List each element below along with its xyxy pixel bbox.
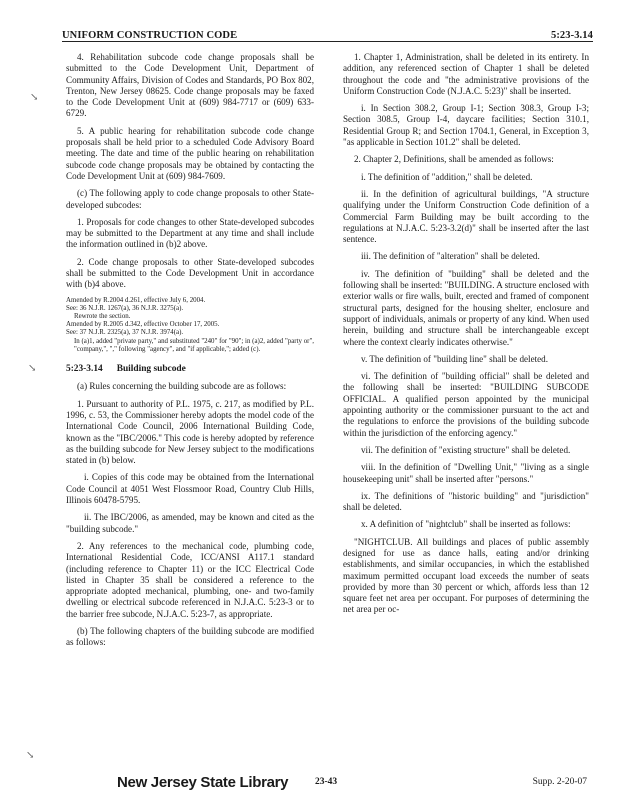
history-note <box>66 297 314 354</box>
paragraph: "NIGHTCLUB. All buildings and places of public assembly designed for use as dance halls, eating and/or drinking establishments, and similar occupancies, in which the established maximum permitted occupant load exceeds the number of seats provided by more than 30 percent or which, affords less than 12 square feet net area per occupant. For purposes of determining the net area per oc- <box>343 536 589 615</box>
section-number: 5:23-3.14 <box>66 364 103 375</box>
header-section: 5:23-3.14 <box>550 30 593 41</box>
margin-mark: ↘ <box>30 92 39 103</box>
paragraph: 1. Proposals for code changes to other State-developed subcodes may be submitted to the Department at any time and shall include the information outlined in (b)2 above. <box>66 216 314 250</box>
section-heading <box>66 364 314 375</box>
supplement-date: Supp. 2-20-07 <box>532 777 587 787</box>
paragraph: 2. Code change proposals to other State-developed subcodes shall be submitted to the Code Development Unit in accordance with (b)4 above. <box>66 256 314 290</box>
history-line: Amended by R.2004 d.261, effective July 6, 2004. <box>66 296 206 304</box>
page-footer <box>62 774 593 794</box>
paragraph: vi. The definition of "building official" shall be deleted and the following shall be inserted: "BUILDING SUBCODE OFFICIAL. A qualified person appointed by the municipal appointing authority or the commissioner pursuant to the act and the regulations to enforce the provisions of the building subcode within the jurisdiction of the enforcing agency." <box>343 371 589 438</box>
paragraph: 2. Chapter 2, Definitions, shall be amended as follows: <box>354 154 554 165</box>
history-line: See: 37 N.J.R. 2325(a), 37 N.J.R. 3974(a). <box>66 329 184 337</box>
paragraph: (a) Rules concerning the building subcode are as follows: <box>77 381 287 392</box>
paragraph: i. Copies of this code may be obtained from the International Code Council at 4051 West Flossmoor Road, Country Club Hills, Illinois 60478-5795. <box>66 472 314 506</box>
header-title: UNIFORM CONSTRUCTION CODE <box>62 30 238 41</box>
history-line: Amended by R.2005 d.342, effective October 17, 2005. <box>66 321 220 329</box>
margin-mark: ↘ <box>26 750 35 761</box>
paragraph: ii. In the definition of agricultural buildings, "A structure qualifying under the Uniform Construction Code definition of a Commercial Farm Building may be built according to the regulations at N.J.A.C. 5:23-3.2(d)" shall be inserted after the last sentence. <box>343 188 589 245</box>
running-header <box>62 24 593 42</box>
paragraph: iii. The definition of "alteration" shall be deleted. <box>361 251 540 262</box>
paragraph: vii. The definition of "existing structure" shall be deleted. <box>361 444 571 455</box>
history-line: Rewrote the section. <box>74 313 131 321</box>
paragraph: ix. The definitions of "historic building" and "jurisdiction" shall be deleted. <box>343 490 589 513</box>
paragraph: i. The definition of "addition," shall be deleted. <box>361 171 533 182</box>
paragraph: (c) The following apply to code change proposals to other State-developed subcodes: <box>66 188 314 210</box>
paragraph: (b) The following chapters of the building subcode are modified as follows: <box>66 626 314 648</box>
page-number: 23-43 <box>315 777 338 787</box>
paragraph: 1. Pursuant to authority of P.L. 1975, c. 217, as modified by P.L. 1996, c. 53, the Commissioner hereby adopts the model code of the International Code Council, 2006 International Building Code, known as the "IBC/2006." This code is hereby adopted by reference as the building subcode for New Jersey subject to the modifications stated in (b) below. <box>66 398 314 466</box>
paragraph: ii. The IBC/2006, as amended, may be known and cited as the "building subcode." <box>66 512 314 534</box>
paragraph: x. A definition of "nightclub" shall be inserted as follows: <box>361 519 571 530</box>
paragraph: viii. In the definition of "Dwelling Unit," "living as a single housekeeping unit" shall be inserted after "persons." <box>343 462 589 484</box>
paragraph: iv. The definition of "building" shall be deleted and the following shall be inserted: "BUILDING. A structure enclosed with exterior walls or fire walls, built, erected and framed of component structural parts, designed for the housing shelter, enclosure and support of individuals, animals or property of any kind. When used herein, building and structure shall be interchangeable except where the context clearly indicates otherwise." <box>343 268 589 347</box>
library-stamp: New Jersey State Library <box>117 774 289 791</box>
paragraph: 2. Any references to the mechanical code, plumbing code, International Residential Code, ICC/ANSI A117.1 standard (including reference to Chapter 11) or the ICC Electrical Code listed in Chapter 35 shall be considered a reference to the appropriate adopted mechanical, plumbing, one- and two-family dwelling or electrical subcode referenced in N.J.A.C. 5:23-3 or to the barrier free subcode, N.J.A.C. 5:23-7, as appropriate. <box>66 540 314 619</box>
history-line: See: 36 N.J.R. 1267(a), 36 N.J.R. 3275(a). <box>66 304 184 312</box>
paragraph: i. In Section 308.2, Group I-1; Section 308.3, Group I-3; Section 308.5, Group I-4, daycare facilities; Section 310.1, Residential Group R; and Section 1704.1, General, in Exception 3, "as applicable in Section 101.2" shall be deleted. <box>343 103 589 148</box>
paragraph: v. The definition of "building line" shall be deleted. <box>361 353 548 364</box>
paragraph: 1. Chapter 1, Administration, shall be deleted in its entirety. In addition, any referenced section of Chapter 1 shall be deleted throughout the code and "the administrative provisions of the Uniform Construction Code (N.J.A.C. 5:23)" shall be inserted. <box>343 52 589 96</box>
history-line: In (a)1, added "private party," and substituted "240" for "90"; in (a)2, added "party or", "company,", "," following "agency", and "if applicable,"; added (c). <box>74 337 314 353</box>
left-column <box>66 52 314 655</box>
right-column <box>343 52 589 622</box>
paragraph: 5. A public hearing for rehabilitation subcode code change proposals shall be held prior to a scheduled Code Advisory Board meeting. The date and time of the public hearing on rehabilitation subcode code change proposals may be obtained by contacting the Code Development Unit at (609) 984-7609. <box>66 125 314 181</box>
margin-mark: ↘ <box>28 363 37 374</box>
paragraph: 4. Rehabilitation subcode code change proposals shall be submitted to the Code Development Unit, Department of Community Affairs, Division of Codes and Standards, PO Box 802, Trenton, New Jersey 08625. Code change proposals may be faxed to the Code Development Unit at (609) 984-7717 or (609) 633-6729. <box>66 52 314 119</box>
section-title: Building subcode <box>116 364 186 375</box>
